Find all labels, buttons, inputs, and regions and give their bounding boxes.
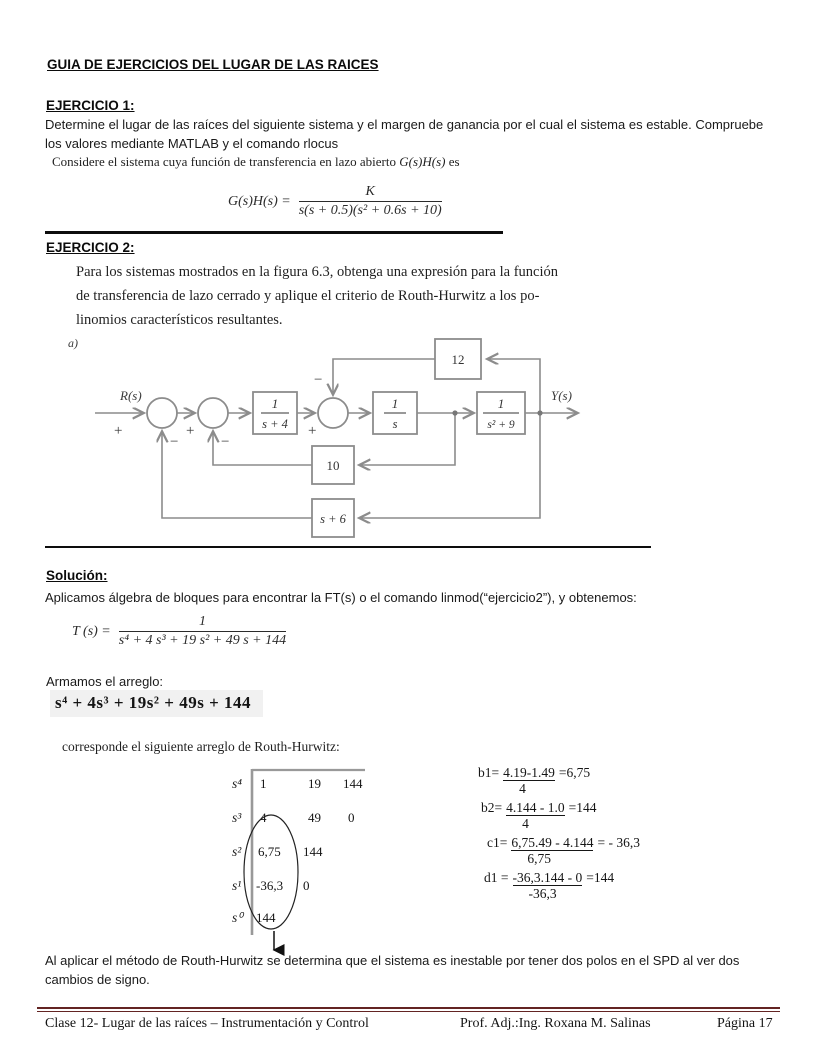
considere-post: es (445, 154, 460, 169)
conclusion-line1: Al aplicar el método de Routh-Hurwitz se determina que el sistema es inestable por tener dos polos en el SPD al ver dos (45, 953, 740, 968)
block-12-label: 12 (451, 352, 465, 367)
ejercicio1-text-line1: Determine el lugar de las raíces del siguiente sistema y el margen de ganancia por el cual el sistema es estable. Compruebe (45, 117, 764, 132)
calc-c1-numerator: 6,75.49 - 4.144 (511, 835, 594, 850)
tf-numerator: 1 (119, 614, 286, 632)
block-g2-denominator: s (392, 417, 398, 431)
routh-cell: -36,3 (256, 878, 284, 893)
routh-power-s2: s² (232, 844, 242, 859)
ejercicio2-text-line2: de transferencia de lazo cerrado y aplique el criterio de Routh-Hurwitz a los po- (76, 288, 540, 304)
feedback-12-output-line (333, 359, 435, 394)
calc-b1-fraction (503, 765, 555, 796)
routh-power-s3: s³ (232, 810, 242, 825)
formula1-fraction (299, 184, 442, 219)
routh-calculations (478, 765, 640, 905)
sum2-minus-sign: − (221, 434, 230, 450)
formula1-lhs: G(s)H(s) = (228, 193, 291, 209)
calc-d1-fraction (513, 870, 583, 901)
calc-b2 (481, 800, 640, 831)
routh-cell: 144 (303, 844, 323, 859)
ejercicio2-text-line3: linomios característicos resultantes. (76, 312, 283, 328)
calc-b1-result: =6,75 (558, 765, 591, 780)
calc-b2-numerator: 4.144 - 1.0 (506, 800, 565, 815)
armamos-label: Armamos el arreglo: (46, 674, 164, 689)
calc-d1 (484, 870, 640, 901)
node-after-g2 (452, 410, 457, 415)
sum1-plus-sign: + (114, 423, 123, 439)
calc-c1 (487, 835, 640, 866)
sum3-minus-sign: − (314, 372, 323, 388)
routh-cell: 144 (343, 776, 363, 791)
footer-course: Clase 12- Lugar de las raíces – Instrumentación y Control (45, 1016, 369, 1031)
tf-fraction (119, 614, 286, 649)
calc-d1-label: d1 = (484, 870, 509, 885)
calc-b2-denominator: 4 (522, 816, 529, 831)
calc-d1-denominator: -36,3 (528, 886, 557, 901)
considere-line (52, 154, 460, 170)
footer-page-number: Página 17 (717, 1016, 773, 1031)
ejercicio2-text-line1: Para los sistemas mostrados en la figura 6.3, obtenga una expresión para la función (76, 264, 558, 280)
block-g2-numerator: 1 (391, 396, 399, 411)
block-g3-denominator: s² + 9 (487, 419, 515, 431)
node-output (537, 410, 542, 415)
page-title: GUIA DE EJERCICIOS DEL LUGAR DE LAS RAICES (47, 57, 379, 72)
sum-junction-3 (318, 398, 348, 428)
calc-d1-result: =144 (586, 870, 615, 885)
figure-label: a) (68, 336, 78, 350)
ejercicio1-heading: EJERCICIO 1: (46, 98, 135, 113)
ejercicio1-text-line2: los valores mediante MATLAB y el comando rlocus (45, 136, 339, 151)
sum2-plus-sign: + (186, 423, 195, 439)
routh-cell: 4 (260, 810, 267, 825)
solucion-intro: Aplicamos álgebra de bloques para encontrar la FT(s) o el comando linmod(“ejercicio2”), y obtenemos: (45, 590, 637, 605)
input-label: R(s) (120, 388, 142, 403)
formula1-numerator: K (299, 184, 442, 202)
output-label: Y(s) (551, 388, 572, 403)
sum3-plus-sign: + (308, 423, 317, 439)
closed-loop-formula (72, 614, 286, 649)
formula1-denominator: s(s + 0.5)(s² + 0.6s + 10) (298, 203, 442, 218)
calc-b1-label: b1= (478, 765, 500, 780)
routh-array (210, 760, 380, 960)
tf-lhs: T (s) = (72, 623, 111, 639)
calc-b1-denominator: 4 (519, 781, 526, 796)
solucion-heading: Solución: (46, 568, 108, 583)
sum-junction-1 (147, 398, 177, 428)
calc-d1-numerator: -36,3.144 - 0 (512, 870, 583, 885)
routh-cell: 19 (308, 776, 321, 791)
sum1-minus-sign: − (170, 434, 179, 450)
routh-cell: 0 (303, 878, 310, 893)
calc-c1-fraction (511, 835, 593, 866)
feedback-s6-output-line (162, 432, 312, 518)
routh-cell: 0 (348, 810, 355, 825)
calc-b2-fraction (506, 800, 565, 831)
block-g1-numerator: 1 (271, 396, 279, 411)
sum-junction-2 (198, 398, 228, 428)
section-divider-1 (45, 231, 503, 234)
footer-professor: Prof. Adj.:Ing. Roxana M. Salinas (460, 1016, 651, 1031)
calc-c1-label: c1= (487, 835, 508, 850)
routh-cell: 1 (260, 776, 267, 791)
routh-power-s1: s¹ (232, 878, 242, 893)
block-s6-label: s + 6 (320, 512, 346, 526)
block-10-label: 10 (326, 458, 340, 473)
open-loop-formula (228, 184, 442, 219)
routh-cell: 144 (256, 910, 276, 925)
block-g1-denominator: s + 4 (262, 417, 288, 431)
tf-denominator: s⁴ + 4 s³ + 19 s² + 49 s + 144 (118, 633, 287, 648)
block-diagram (0, 330, 620, 548)
routh-power-s4: s⁴ (232, 776, 242, 791)
conclusion-line2: cambios de signo. (45, 972, 150, 987)
footer-rule (37, 1007, 780, 1012)
calc-b1-numerator: 4.19-1.49 (503, 765, 555, 780)
ejercicio2-heading: EJERCICIO 2: (46, 240, 135, 255)
routh-cell: 6,75 (258, 844, 281, 859)
block-g3-numerator: 1 (497, 396, 505, 411)
considere-math: G(s)H(s) (399, 154, 446, 169)
calc-c1-denominator: 6,75 (527, 851, 551, 866)
section-divider-2 (45, 546, 651, 548)
calc-b1 (478, 765, 640, 796)
characteristic-polynomial: s⁴ + 4s³ + 19s² + 49s + 144 (50, 690, 263, 717)
routh-cell: 49 (308, 810, 321, 825)
calc-b2-result: =144 (568, 800, 597, 815)
routh-power-s0: s⁰ (232, 910, 243, 925)
calc-b2-label: b2= (481, 800, 503, 815)
calc-c1-result: = - 36,3 (597, 835, 640, 850)
considere-pre: Considere el sistema cuya función de transferencia en lazo abierto (52, 154, 400, 169)
corresponde-label: corresponde el siguiente arreglo de Routh-Hurwitz: (62, 739, 340, 754)
